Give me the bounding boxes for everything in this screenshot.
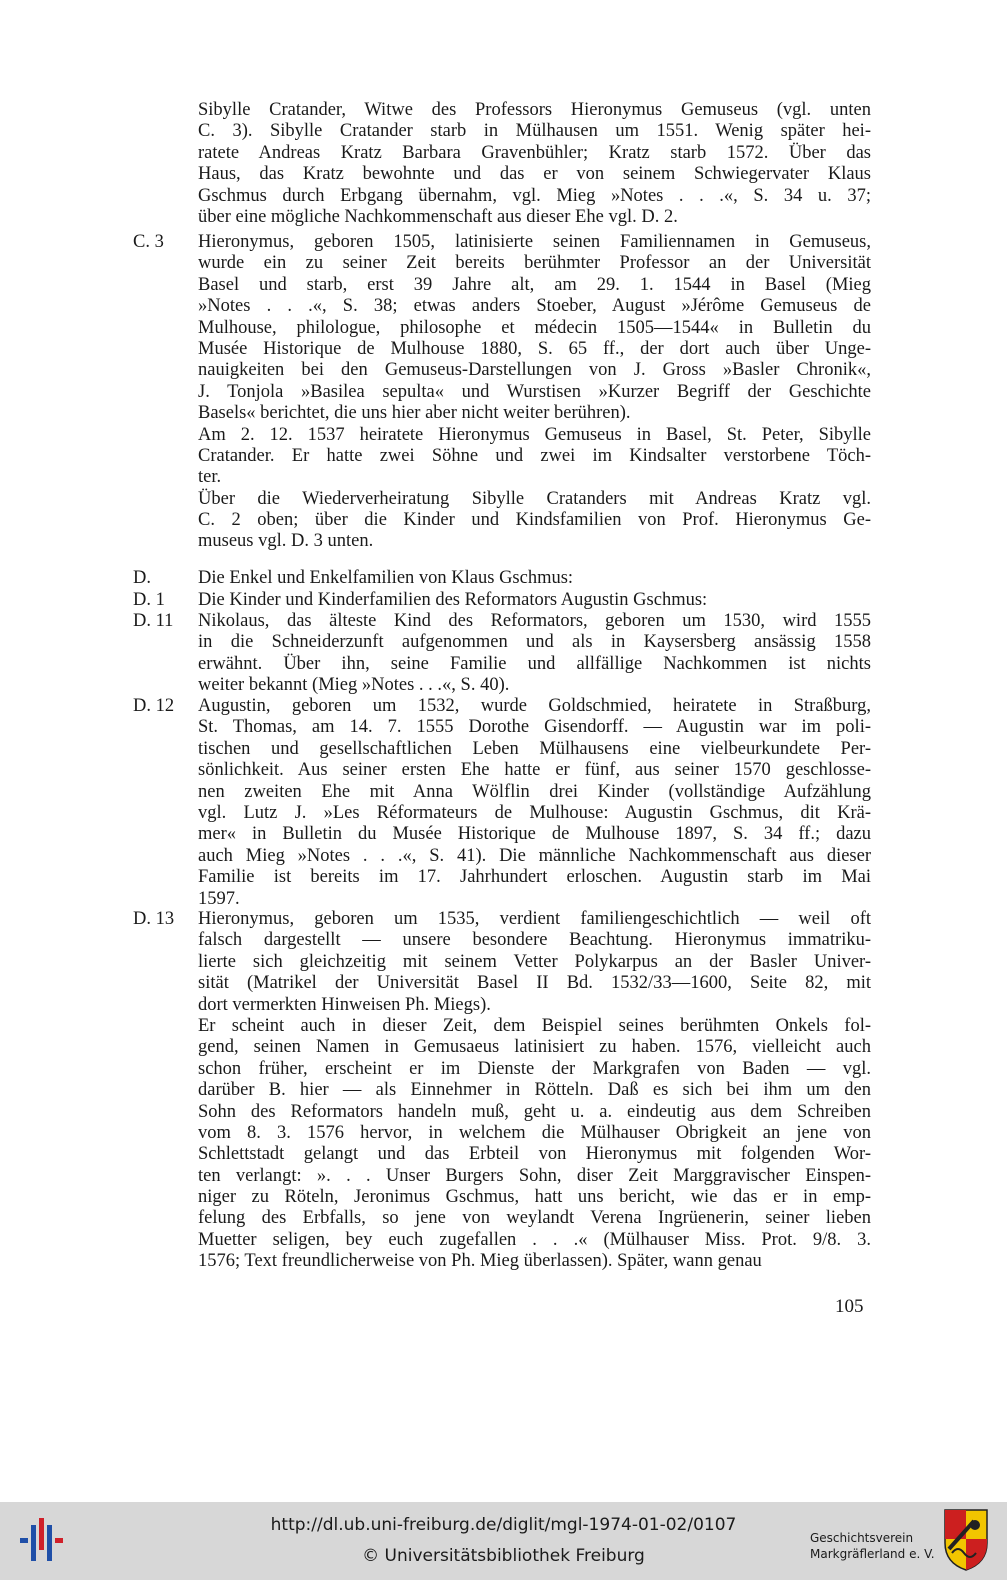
text-line: Sibylle Cratander, Witwe des Professors Hieronymus Gemuseus (vgl. unten	[198, 100, 871, 120]
text-line: ratete Andreas Kratz Barbara Gravenbühler; Kratz starb 1572. Über das	[198, 142, 871, 163]
text-line: über eine mögliche Nachkommenschaft aus dieser Ehe vgl. D. 2.	[198, 206, 678, 227]
text-line: niger zu Röteln, Jeronimus Gschmus, hatt uns bericht, wie das er in emp-	[198, 1187, 871, 1208]
text-line: Er scheint auch in dieser Zeit, dem Beispiel seines berühmten Onkels fol-	[198, 1015, 871, 1036]
text-line: tischen und gesellschaftlichen Leben Mülhausens eine vielbeurkundete Per-	[198, 738, 871, 759]
text-line: wurde ein zu seiner Zeit bereits berühmter Professor an der Universität	[198, 253, 871, 274]
section-heading-d1	[133, 590, 871, 611]
coat-of-arms-icon	[944, 1509, 988, 1571]
entry-body	[198, 909, 871, 1273]
text-line: Die Enkel und Enkelfamilien von Klaus Gschmus:	[198, 568, 574, 588]
text-line: darüber B. hier — als Einnehmer in Rötteln. Daß es sich bei ihm um den	[198, 1080, 871, 1101]
entry-label: D. 1	[133, 590, 165, 610]
text-line: J. Tonjola »Basilea sepulta« und Wurstisen »Kurzer Begriff der Geschichte	[198, 381, 871, 402]
entry-body	[198, 590, 871, 611]
entry-body	[198, 568, 871, 589]
entry-label: D. 13	[133, 909, 175, 929]
text-line: sität (Matrikel der Universität Basel II Bd. 1532/33—1600, Seite 82, mit	[198, 973, 871, 994]
text-line: dort vermerkten Hinweisen Ph. Miegs).	[198, 994, 491, 1015]
text-line: vom 8. 3. 1576 hervor, in welchem die Mülhauser Obrigkeit an jene von	[198, 1122, 871, 1143]
text-line: auch Mieg »Notes . . .«, S. 41). Die männliche Nachkommenschaft aus dieser	[198, 845, 871, 866]
entry-body	[198, 696, 871, 910]
text-line: in die Schneiderzunft aufgenommen und als in Kaysersberg ansässig 1558	[198, 632, 871, 653]
text-line: lierte sich gleichzeitig mit seinem Vetter Polykarpus an der Basler Univer-	[198, 951, 871, 972]
text-line: Basel und starb, erst 39 Jahre alt, am 29. 1. 1544 in Basel (Mieg	[198, 274, 871, 295]
text-line: museus vgl. D. 3 unten.	[198, 531, 374, 552]
entry-label: C. 3	[133, 232, 164, 252]
text-line: falsch dargestellt — unsere besondere Beachtung. Hieronymus immatriku-	[198, 930, 871, 951]
text-line: Mulhouse, philologue, philosophe et médecin 1505—1544« in Bulletin du	[198, 317, 871, 338]
text-line: Musée Historique de Mulhouse 1880, S. 65 ff., der dort auch über Unge-	[198, 338, 871, 359]
text-line: 1576; Text freundlicherweise von Ph. Mieg überlassen). Später, wann genau	[198, 1251, 762, 1272]
entry-body	[198, 232, 871, 553]
text-line: ten verlangt: ». . . Unser Burgers Sohn, diser Zeit Marggravischer Einspen-	[198, 1165, 871, 1186]
text-line: schon früher, erscheint er im Dienste der Markgrafen von Baden — vgl.	[198, 1058, 871, 1079]
text-line: felung des Erbfalls, so jene von weylandt Verena Ingrüenerin, seiner lieben	[198, 1208, 871, 1229]
text-line: Sohn des Reformators handeln muß, geht u. a. eindeutig aus dem Schreiben	[198, 1101, 871, 1122]
text-line: vgl. Lutz J. »Les Réformateurs de Mulhouse: Augustin Gschmus, dit Krä-	[198, 802, 871, 823]
text-line: Über die Wiederverheiratung Sibylle Cratanders mit Andreas Kratz vgl.	[198, 488, 871, 509]
text-line: ter.	[198, 467, 222, 488]
text-line: Schlettstadt gelangt und das Erbteil von Hieronymus mit folgenden Wor-	[198, 1144, 871, 1165]
text-line: erwähnt. Über ihn, seine Familie und allfällige Nachkommen ist nichts	[198, 653, 871, 674]
text-line: Am 2. 12. 1537 heiratete Hieronymus Gemuseus in Basel, St. Peter, Sibylle	[198, 424, 871, 445]
text-line: Basels« berichtet, die uns hier aber nicht weiter berühren).	[198, 403, 631, 424]
source-url-link[interactable]: http://dl.ub.uni-freiburg.de/diglit/mgl-1974-01-02/0107	[270, 1515, 737, 1535]
text-line: St. Thomas, am 14. 7. 1555 Dorothe Gisendorff. — Augustin war im poli-	[198, 717, 871, 738]
entry-d12	[133, 696, 871, 910]
entry-label: D.	[133, 568, 151, 588]
text-line: Hieronymus, geboren 1505, latinisierte seinen Familiennamen in Gemuseus,	[198, 232, 871, 252]
text-line: mer« in Bulletin du Musée Historique de Mulhouse 1897, S. 34 ff.; dazu	[198, 824, 871, 845]
entry-label: D. 12	[133, 696, 175, 716]
section-heading-d	[133, 568, 871, 589]
entry-d11	[133, 611, 871, 697]
text-line: gend, seinen Namen in Gemusaeus latinisiert zu haben. 1576, vielleicht auch	[198, 1037, 871, 1058]
entry-d13	[133, 909, 871, 1273]
text-line: Die Kinder und Kinderfamilien des Reformators Augustin Gschmus:	[198, 590, 708, 610]
text-line: nen zweiten Ehe mit Anna Wölflin drei Kinder (vollständige Aufzählung	[198, 781, 871, 802]
society-line-1: Geschichtsverein	[810, 1531, 914, 1545]
text-line: nauigkeiten bei den Gemuseus-Darstellungen von J. Gross »Basler Chronik«,	[198, 360, 871, 381]
text-line: Hieronymus, geboren um 1535, verdient familiengeschichtlich — weil oft	[198, 909, 871, 929]
entry-label: D. 11	[133, 611, 174, 631]
entry-c3	[133, 232, 871, 553]
text-line: Familie ist bereits im 17. Jahrhundert erloschen. Augustin starb im Mai	[198, 867, 871, 888]
text-line: C. 3). Sibylle Cratander starb in Mülhausen um 1551. Wenig später hei-	[198, 121, 871, 142]
text-line: Gschmus durch Erbgang übernahm, vgl. Mieg »Notes . . .«, S. 34 u. 37;	[198, 185, 871, 206]
text-line: Cratander. Er hatte zwei Söhne und zwei im Kindsalter verstorbene Töch-	[198, 445, 871, 466]
entry-body	[198, 100, 871, 228]
text-line: 1597.	[198, 888, 240, 909]
text-line: Nikolaus, das älteste Kind des Reformators, geboren um 1530, wird 1555	[198, 611, 871, 631]
text-line: »Notes . . .«, S. 38; etwas anders Stoeber, August »Jérôme Gemuseus de	[198, 296, 871, 317]
footer-bar	[0, 1502, 1007, 1580]
page-number: 105	[835, 1296, 864, 1317]
entry-body	[198, 611, 871, 697]
society-name	[810, 1530, 935, 1562]
text-line: Muetter seligen, bey euch zugefallen . . .« (Mülhauser Miss. Prot. 9/8. 3.	[198, 1229, 871, 1250]
copyright-text: © Universitätsbibliothek Freiburg	[362, 1546, 645, 1566]
society-line-2: Markgräflerland e. V.	[810, 1547, 935, 1561]
text-line: Haus, das Kratz bewohnte und das er von seinem Schwiegervater Klaus	[198, 164, 871, 185]
text-line: C. 2 oben; über die Kinder und Kindsfamilien von Prof. Hieronymus Ge-	[198, 510, 871, 531]
entry-continuation	[133, 100, 871, 228]
text-line: Augustin, geboren um 1532, wurde Goldschmied, heiratete in Straßburg,	[198, 696, 871, 716]
text-line: sönlichkeit. Aus seiner ersten Ehe hatte er fünf, aus seiner 1570 geschlosse-	[198, 760, 871, 781]
text-line: weiter bekannt (Mieg »Notes . . .«, S. 40).	[198, 675, 510, 696]
